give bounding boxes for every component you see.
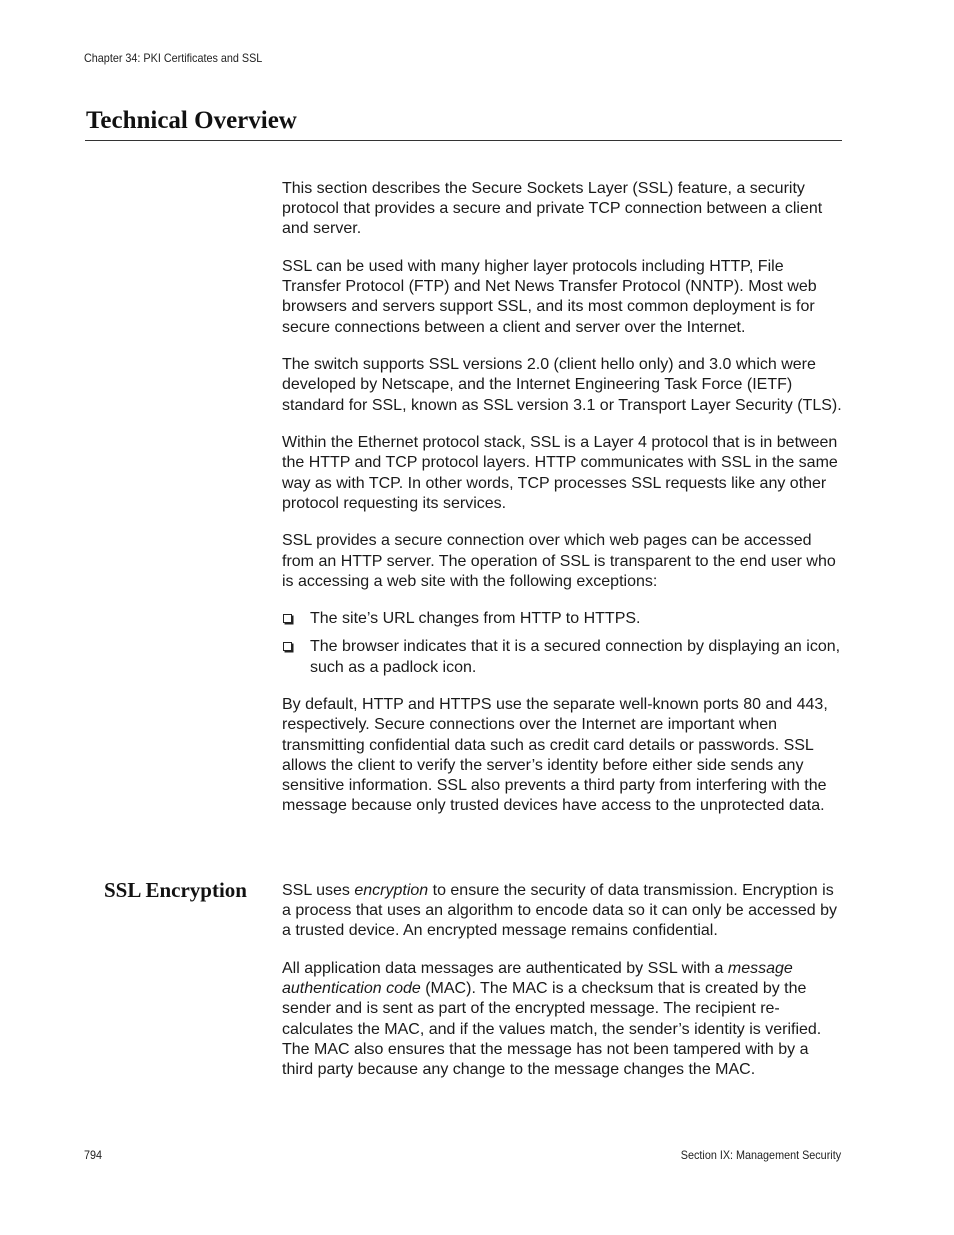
list-item <box>282 637 844 677</box>
exceptions-list <box>282 609 844 677</box>
emphasis-term: message authentication code <box>282 960 793 998</box>
ssl-encryption-heading: SSL Encryption <box>104 878 247 902</box>
mac-paragraph <box>282 959 844 1080</box>
text-run: (MAC). The MAC is a checksum that is created by the sender and is sent as part of the encrypted message. The recipient re-calculates the MAC, and if the values match, the sender’s identity is verified. The MAC also ensures that the message has not been tampered with by a third party because any change to the message changes the MAC. <box>282 980 822 1079</box>
checkbox-bullet-icon <box>283 614 292 623</box>
overview-paragraph: This section describes the Secure Sockets Layer (SSL) feature, a security protocol that provides a secure and private TCP connection between a client and server. <box>282 180 823 238</box>
list-item-text: The browser indicates that it is a secured connection by displaying an icon, such as a padlock icon. <box>310 638 841 676</box>
text-run: All application data messages are authenticated by SSL with a <box>282 960 728 977</box>
overview-paragraph: Within the Ethernet protocol stack, SSL is a Layer 4 protocol that is in between the HTTP and TCP protocol layers. HTTP communicates with SSL in the same way as with TCP. In other words, TCP processes SSL requests like any other protocol requesting its services. <box>282 434 838 512</box>
page-number: 794 <box>84 1148 103 1162</box>
encryption-paragraph <box>282 881 844 942</box>
list-item-text: The site’s URL changes from HTTP to HTTPS. <box>310 610 641 628</box>
overview-paragraph: By default, HTTP and HTTPS use the separate well-known ports 80 and 443, respectively. Secure connections over the Internet are important when transmitting confidential data such as credit card details or passwords. SSL allows the client to verify the server’s identity before either side sends any sensitive information. SSL also prevents a third party from interfering with the message because only trusted devices have access to the unprotected data. <box>282 696 828 815</box>
checkbox-bullet-icon <box>283 642 292 651</box>
title-divider <box>85 140 842 141</box>
overview-paragraph: SSL can be used with many higher layer protocols including HTTP, File Transfer Protocol (FTP) and Net News Transfer Protocol (NNTP). Most web browsers and servers support SSL, and its most common deployment is for secure connections between a client and server over the Internet. <box>282 258 817 336</box>
overview-paragraph: The switch supports SSL versions 2.0 (client hello only) and 3.0 which were developed by Netscape, and the Internet Engineering Task Force (IETF) standard for SSL, known as SSL version 3.1 or Transport Layer Security (TLS). <box>282 356 842 414</box>
page-title: Technical Overview <box>86 107 297 134</box>
text-run: SSL uses <box>282 882 355 899</box>
overview-paragraph: SSL provides a secure connection over which web pages can be accessed from an HTTP server. The operation of SSL is transparent to the end user who is accessing a web site with the following exceptions: <box>282 532 836 590</box>
ssl-encryption-body <box>282 881 844 1098</box>
footer-section-title: Section IX: Management Security <box>680 1148 841 1162</box>
text-run: to ensure the security of data transmission. Encryption is a process that uses an algorithm to encode data so it can only be accessed by a trusted device. An encrypted message remains confidential. <box>282 882 837 940</box>
emphasis-term: encryption <box>354 882 429 899</box>
overview-body <box>282 179 844 834</box>
list-item <box>282 609 844 629</box>
running-header: Chapter 34: PKI Certificates and SSL <box>84 51 263 65</box>
